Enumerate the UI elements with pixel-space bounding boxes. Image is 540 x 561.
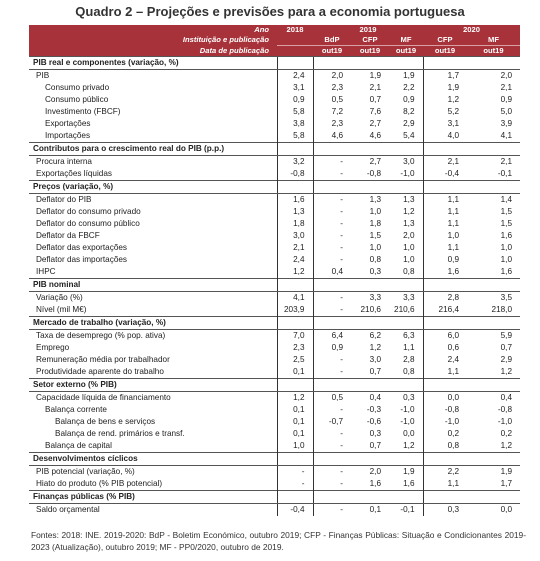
value-cell: 0,1 [369, 505, 381, 514]
value-cell: 1,7 [423, 70, 467, 83]
value-cell: 0,7 [369, 95, 381, 104]
table-row [29, 218, 520, 230]
value-cell: 1,0 [500, 243, 513, 252]
table-row [29, 342, 520, 354]
value-cell: 1,0 [403, 243, 415, 252]
value-cell: - [313, 230, 351, 242]
value-cell: 1,1 [403, 343, 415, 352]
value-cell: 3,1 [423, 118, 467, 130]
value-cell: 2,4 [277, 70, 313, 83]
section-title: Desenvolvimentos cíclicos [29, 453, 277, 466]
footnote-sources: Fontes: 2018: INE. 2019-2020: BdP - Boletim Económico, outubro 2019; CFP - Finanças Públicas: Situação e Condicionantes 2019-2023 (Atualização), outubro 2019; MF - PP0/2020, outubro de 2019. [31, 530, 526, 552]
table-row [29, 118, 520, 130]
row-label: Variação (%) [36, 293, 83, 302]
value-cell: 1,1 [423, 366, 467, 379]
value-cell: 2,9 [500, 355, 513, 364]
section-title: PIB nominal [29, 279, 277, 292]
header-pub-3: out19 [389, 46, 423, 57]
value-cell: 2,5 [277, 354, 313, 366]
value-cell: 1,2 [500, 367, 513, 376]
value-cell: 0,0 [500, 505, 513, 514]
value-cell: 1,6 [500, 267, 513, 276]
value-cell: 1,5 [500, 219, 513, 228]
section-title: Contributos para o crescimento real do PIB (p.p.) [29, 143, 277, 156]
table-row [29, 206, 520, 218]
value-cell: -0,8 [277, 168, 313, 181]
value-cell: 1,3 [369, 195, 381, 204]
value-cell: 5,8 [277, 106, 313, 118]
row-label: Balança de capital [45, 441, 112, 450]
section-header-row [29, 491, 520, 504]
table-row [29, 428, 520, 440]
value-cell: 2,0 [313, 70, 351, 83]
value-cell: 4,0 [423, 130, 467, 143]
value-cell: 1,6 [277, 194, 313, 207]
header-inst-mf-2020: MF [467, 35, 520, 46]
value-cell: 5,0 [500, 107, 513, 116]
row-label: Consumo privado [45, 83, 110, 92]
value-cell: - [313, 440, 351, 453]
value-cell: 1,2 [403, 207, 415, 216]
value-cell: 6,4 [313, 330, 351, 343]
value-cell: 1,7 [500, 479, 513, 488]
table-row [29, 130, 520, 143]
value-cell: 0,8 [369, 255, 381, 264]
value-cell: 7,6 [369, 107, 381, 116]
row-label: PIB potencial (variação, %) [36, 467, 135, 476]
row-label: Capacidade líquida de financiamento [36, 393, 171, 402]
value-cell: 1,9 [500, 467, 513, 476]
value-cell: 0,5 [313, 392, 351, 405]
header-pub-2: out19 [351, 46, 389, 57]
value-cell: 0,0 [423, 392, 467, 405]
table-title: Quadro 2 – Projeções e previsões para a economia portuguesa [75, 4, 465, 19]
value-cell: 2,1 [500, 157, 513, 166]
table-header [29, 25, 520, 57]
table-row [29, 416, 520, 428]
value-cell: - [313, 428, 351, 440]
value-cell: 3,0 [403, 157, 415, 166]
value-cell: 3,0 [277, 230, 313, 242]
value-cell: 210,6 [360, 305, 381, 314]
value-cell: 2,1 [369, 83, 381, 92]
value-cell: - [313, 478, 351, 491]
value-cell: 6,3 [403, 331, 415, 340]
value-cell: 5,8 [277, 130, 313, 143]
section-header-row [29, 317, 520, 330]
header-year-2019: 2019 [313, 25, 423, 35]
value-cell: 3,5 [500, 293, 513, 302]
header-data-publicacao: Data de publicação [29, 46, 277, 57]
table-row [29, 440, 520, 453]
value-cell: 4,1 [500, 131, 513, 140]
value-cell: 1,1 [423, 478, 467, 491]
table-row [29, 504, 520, 517]
section-header-row [29, 143, 520, 156]
value-cell: -0,6 [366, 417, 381, 426]
value-cell: 0,4 [313, 266, 351, 279]
value-cell: 1,6 [423, 266, 467, 279]
value-cell: 1,9 [369, 71, 381, 80]
table-row [29, 82, 520, 94]
value-cell: 1,1 [423, 242, 467, 254]
row-label: Balança de rend. primários e transf. [55, 429, 185, 438]
value-cell: 1,5 [500, 207, 513, 216]
row-label: Produtividade aparente do trabalho [36, 367, 164, 376]
table-row [29, 266, 520, 279]
row-label: Deflator do consumo público [36, 219, 140, 228]
value-cell: 7,0 [277, 330, 313, 343]
value-cell: 1,3 [403, 195, 415, 204]
header-year-2020: 2020 [423, 25, 520, 35]
value-cell: 0,2 [500, 429, 513, 438]
value-cell: - [313, 366, 351, 379]
value-cell: 3,0 [369, 355, 381, 364]
value-cell: 2,0 [403, 231, 415, 240]
value-cell: 3,1 [277, 82, 313, 94]
table-row [29, 242, 520, 254]
value-cell: 8,2 [403, 107, 415, 116]
row-label: Taxa de desemprego (% pop. ativa) [36, 331, 166, 340]
header-inst-cfp-2019: CFP [351, 35, 389, 46]
value-cell: - [313, 218, 351, 230]
header-inst-mf-2019: MF [389, 35, 423, 46]
section-title: Setor externo (% PIB) [29, 379, 277, 392]
table-row [29, 304, 520, 317]
value-cell: 0,1 [277, 416, 313, 428]
row-label: Remuneração média por trabalhador [36, 355, 170, 364]
value-cell: 0,4 [369, 393, 381, 402]
value-cell: - [313, 156, 351, 169]
section-title: Finanças públicas (% PIB) [29, 491, 277, 504]
value-cell: - [313, 354, 351, 366]
value-cell: 1,2 [369, 343, 381, 352]
table-body [29, 57, 520, 517]
value-cell: - [313, 206, 351, 218]
value-cell: - [277, 478, 313, 491]
value-cell: - [313, 404, 351, 416]
value-cell: 3,3 [369, 293, 381, 302]
value-cell: 1,2 [403, 441, 415, 450]
value-cell: 0,4 [500, 393, 513, 402]
value-cell: 0,2 [423, 428, 467, 440]
table-row [29, 94, 520, 106]
section-title: Mercado de trabalho (variação, %) [29, 317, 277, 330]
value-cell: 1,9 [403, 71, 415, 80]
section-header-row [29, 279, 520, 292]
row-label: PIB [36, 71, 50, 80]
value-cell: -0,1 [497, 169, 513, 178]
table-row [29, 478, 520, 491]
value-cell: -1,0 [423, 416, 467, 428]
header-inst-bdp-2019: BdP [313, 35, 351, 46]
row-label: Procura interna [36, 157, 92, 166]
value-cell: 5,9 [500, 331, 513, 340]
section-header-row [29, 57, 520, 70]
value-cell: 0,9 [313, 342, 351, 354]
value-cell: 1,0 [423, 230, 467, 242]
value-cell: - [313, 194, 351, 207]
value-cell: 1,6 [369, 479, 381, 488]
table-row [29, 466, 520, 479]
row-label: Exportações [45, 119, 91, 128]
table-row [29, 392, 520, 405]
value-cell: 1,1 [423, 194, 467, 207]
value-cell: - [313, 242, 351, 254]
value-cell: - [277, 466, 313, 479]
value-cell: 0,8 [423, 440, 467, 453]
value-cell: 5,2 [423, 106, 467, 118]
value-cell: 1,4 [500, 195, 513, 204]
value-cell: -1,0 [400, 417, 415, 426]
header-pub-5: out19 [467, 46, 520, 57]
row-label: Investimento (FBCF) [45, 107, 121, 116]
value-cell: 6,0 [423, 330, 467, 343]
value-cell: 1,3 [277, 206, 313, 218]
value-cell: 0,9 [500, 95, 513, 104]
value-cell: 1,0 [500, 255, 513, 264]
value-cell: -0,3 [366, 405, 381, 414]
value-cell: 1,3 [403, 219, 415, 228]
value-cell: 1,2 [277, 392, 313, 405]
value-cell: 0,9 [423, 254, 467, 266]
value-cell: 2,8 [423, 292, 467, 305]
row-label: IHPC [36, 267, 56, 276]
value-cell: 2,2 [423, 466, 467, 479]
value-cell: -0,8 [366, 169, 381, 178]
value-cell: 0,3 [403, 393, 415, 402]
row-label: Nível (mil M€) [36, 305, 87, 314]
value-cell: -0,8 [423, 404, 467, 416]
value-cell: 0,7 [500, 343, 513, 352]
table-row [29, 254, 520, 266]
row-label: Emprego [36, 343, 70, 352]
value-cell: - [313, 466, 351, 479]
value-cell: 7,2 [313, 106, 351, 118]
value-cell: 0,9 [277, 94, 313, 106]
section-title: PIB real e componentes (variação, %) [29, 57, 277, 70]
row-label: Hiato do produto (% PIB potencial) [36, 479, 163, 488]
value-cell: 1,8 [369, 219, 381, 228]
value-cell: 4,6 [313, 130, 351, 143]
value-cell: - [313, 504, 351, 517]
table-row [29, 156, 520, 169]
table-row [29, 404, 520, 416]
row-label: Balança de bens e serviços [55, 417, 156, 426]
value-cell: 4,1 [277, 292, 313, 305]
row-label: Importações [45, 131, 91, 140]
section-header-row [29, 181, 520, 194]
value-cell: 2,3 [313, 118, 351, 130]
section-title: Preços (variação, %) [29, 181, 277, 194]
value-cell: -0,8 [497, 405, 513, 414]
value-cell: 1,0 [369, 207, 381, 216]
value-cell: -1,0 [497, 417, 513, 426]
value-cell: - [313, 168, 351, 181]
header-pub-1: out19 [313, 46, 351, 57]
value-cell: - [313, 254, 351, 266]
header-pub-4: out19 [423, 46, 467, 57]
header-ano: Ano [29, 25, 277, 35]
value-cell: 1,0 [277, 440, 313, 453]
value-cell: -0,7 [313, 416, 351, 428]
value-cell: 0,3 [423, 504, 467, 517]
value-cell: 0,5 [313, 94, 351, 106]
value-cell: 1,9 [423, 82, 467, 94]
table-row [29, 70, 520, 83]
value-cell: 1,0 [369, 243, 381, 252]
row-label: Deflator do consumo privado [36, 207, 141, 216]
value-cell: - [313, 292, 351, 305]
value-cell: 3,2 [277, 156, 313, 169]
value-cell: 2,7 [369, 157, 381, 166]
value-cell: 1,2 [277, 266, 313, 279]
value-cell: 2,4 [423, 354, 467, 366]
row-label: Exportações líquidas [36, 169, 113, 178]
value-cell: 1,1 [423, 218, 467, 230]
row-label: Consumo público [45, 95, 109, 104]
value-cell: 3,3 [403, 293, 415, 302]
value-cell: 1,6 [403, 479, 415, 488]
value-cell: 1,1 [423, 206, 467, 218]
value-cell: 2,1 [500, 83, 513, 92]
value-cell: 216,4 [423, 304, 467, 317]
value-cell: 0,1 [277, 404, 313, 416]
value-cell: - [313, 304, 351, 317]
value-cell: 0,3 [369, 267, 381, 276]
row-label: Deflator do PIB [36, 195, 92, 204]
value-cell: 0,7 [369, 441, 381, 450]
header-instituicao: Instituição e publicação [29, 35, 277, 46]
value-cell: 218,0 [491, 305, 513, 314]
table-row [29, 354, 520, 366]
value-cell: 1,6 [500, 231, 513, 240]
value-cell: 2,8 [403, 355, 415, 364]
value-cell: 2,3 [277, 342, 313, 354]
section-header-row [29, 379, 520, 392]
table-row [29, 330, 520, 343]
value-cell: 0,8 [403, 267, 415, 276]
value-cell: 1,2 [500, 441, 513, 450]
header-year-2018: 2018 [277, 25, 313, 35]
table-row [29, 168, 520, 181]
table-row [29, 230, 520, 242]
value-cell: 0,3 [369, 429, 381, 438]
table-row [29, 366, 520, 379]
row-label: Balança corrente [45, 405, 107, 414]
table-row [29, 106, 520, 118]
value-cell: 2,2 [403, 83, 415, 92]
value-cell: 2,1 [423, 156, 467, 169]
value-cell: 3,9 [500, 119, 513, 128]
value-cell: 2,1 [277, 242, 313, 254]
header-inst-cfp-2020: CFP [423, 35, 467, 46]
value-cell: 0,1 [277, 428, 313, 440]
value-cell: 2,0 [500, 71, 513, 80]
value-cell: 210,6 [394, 305, 415, 314]
value-cell: 1,0 [403, 255, 415, 264]
value-cell: 0,8 [403, 367, 415, 376]
value-cell: 3,8 [277, 118, 313, 130]
value-cell: 1,8 [277, 218, 313, 230]
value-cell: -0,4 [423, 168, 467, 181]
value-cell: 0,6 [423, 342, 467, 354]
value-cell: 1,2 [423, 94, 467, 106]
value-cell: -1,0 [400, 405, 415, 414]
value-cell: 2,0 [369, 467, 381, 476]
row-label: Saldo orçamental [36, 505, 100, 514]
value-cell: 203,9 [277, 304, 313, 317]
row-label: Deflator das importações [36, 255, 128, 264]
value-cell: 4,6 [369, 131, 381, 140]
section-header-row [29, 453, 520, 466]
value-cell: 1,5 [369, 231, 381, 240]
value-cell: 0,7 [369, 367, 381, 376]
row-label: Deflator das exportações [36, 243, 128, 252]
projections-table [29, 25, 520, 516]
value-cell: -0,1 [400, 505, 415, 514]
value-cell: 5,4 [403, 131, 415, 140]
value-cell: 1,9 [403, 467, 415, 476]
value-cell: 6,2 [369, 331, 381, 340]
value-cell: 2,3 [313, 82, 351, 94]
row-label: Deflator da FBCF [36, 231, 100, 240]
value-cell: 0,1 [277, 366, 313, 379]
table-row [29, 194, 520, 207]
value-cell: -0,4 [277, 504, 313, 517]
value-cell: 2,9 [403, 119, 415, 128]
value-cell: 2,7 [369, 119, 381, 128]
value-cell: 0,0 [403, 429, 415, 438]
value-cell: 0,9 [403, 95, 415, 104]
value-cell: 2,4 [277, 254, 313, 266]
value-cell: -1,0 [400, 169, 415, 178]
table-row [29, 292, 520, 305]
